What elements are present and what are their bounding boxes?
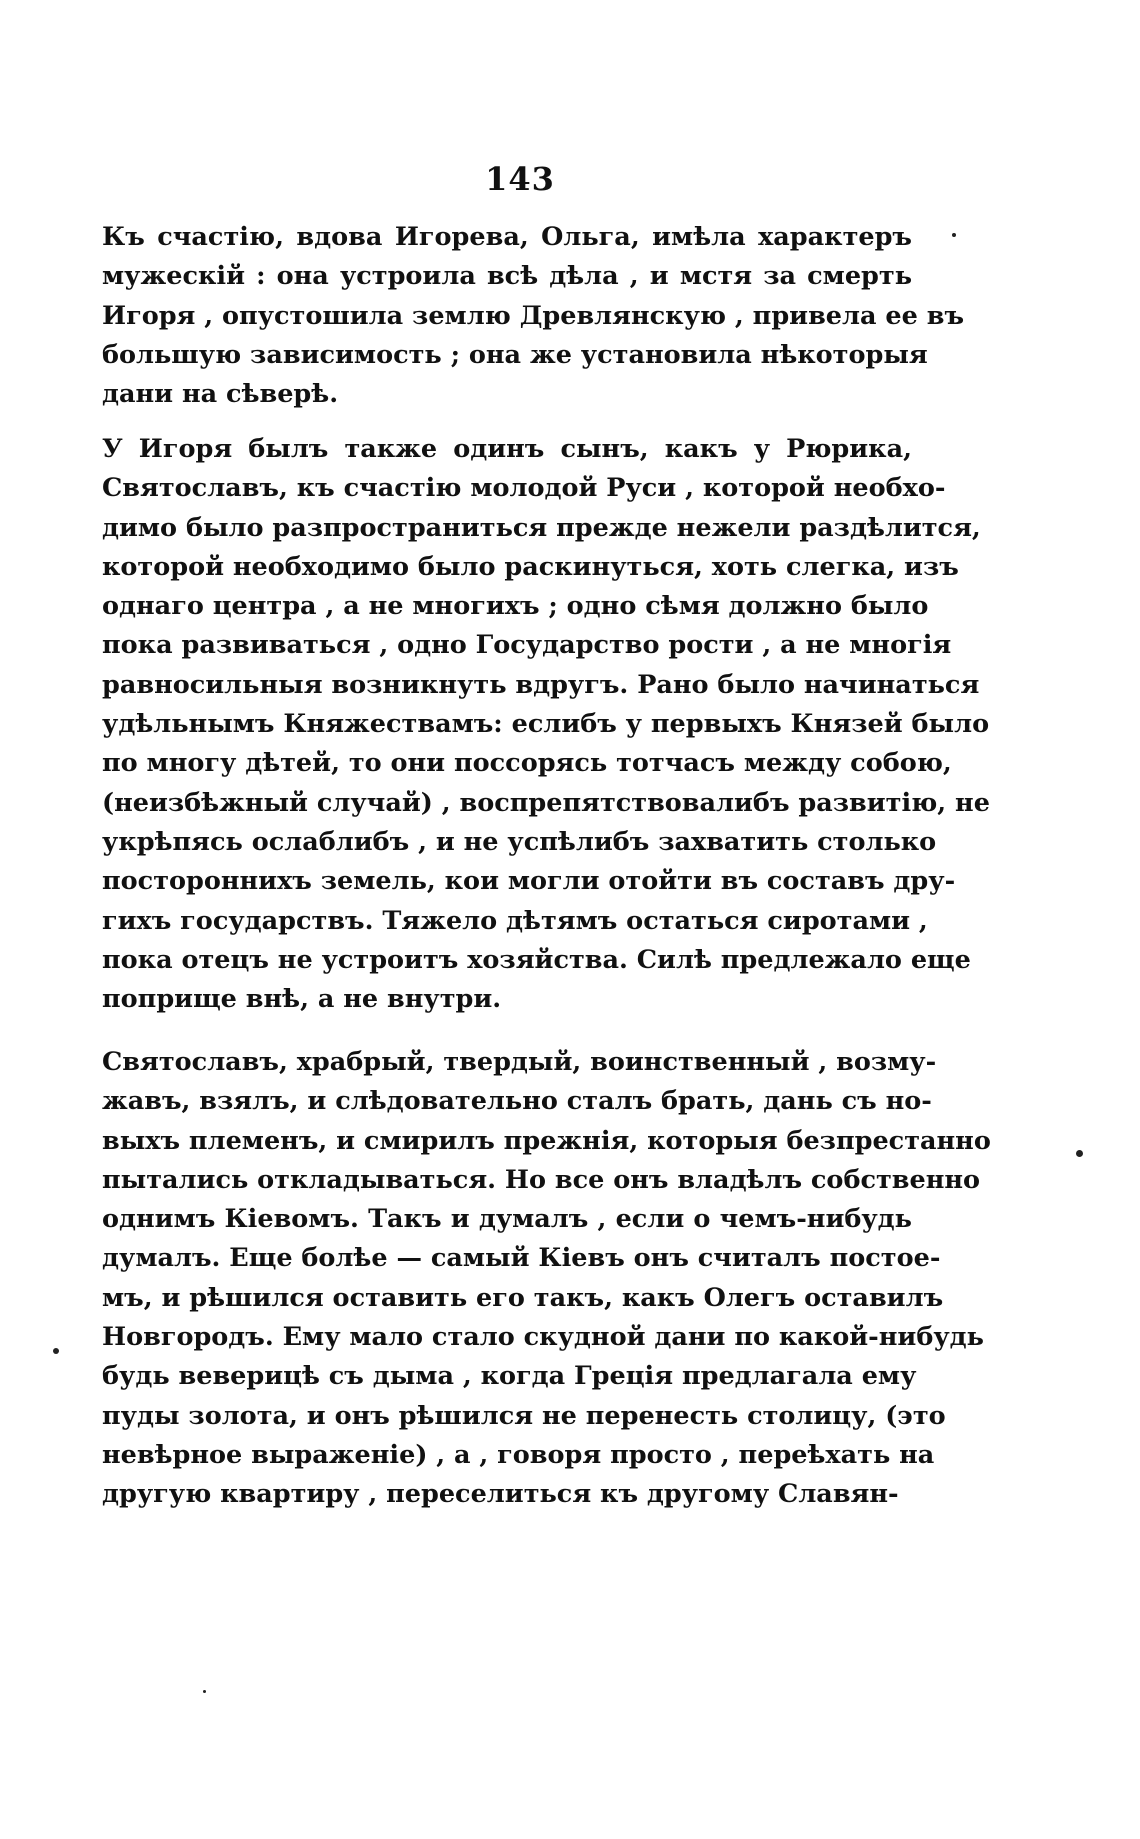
text-line: равносильныя возникнуть вдругъ. Рано было начинаться — [102, 669, 980, 700]
text-line: Святославъ, къ счастію молодой Руси , которой необхо- — [102, 473, 946, 504]
text-line: пытались откладываться. Но все онъ владѣлъ собственно — [102, 1164, 981, 1195]
text-line: Святославъ, храбрый, твердый, воинственный , возму- — [102, 1047, 937, 1077]
scan-speck — [53, 1348, 59, 1354]
text-line: жавъ, взялъ, и слѣдовательно сталъ брать, дань съ но- — [102, 1086, 932, 1117]
text-line: думалъ. Еще болѣе — самый Кіевъ онъ считалъ постое- — [102, 1243, 941, 1274]
scan-speck — [1076, 1150, 1083, 1157]
scan-speck — [952, 233, 956, 237]
text-line: Къ счастію, вдова Игорева, Ольга, имѣла характеръ — [102, 222, 912, 252]
text-line: димо было разпространиться прежде нежели раздѣлится, — [102, 512, 981, 543]
paragraph-2 — [102, 430, 990, 1019]
text-line: пока развиваться , одно Государство рости , а не многія — [102, 630, 952, 661]
text-line: которой необходимо было раскинуться, хоть слегка, изъ — [102, 551, 959, 582]
text-line: большую зависимость ; она же установила нѣкоторыя — [102, 339, 928, 370]
scan-speck — [203, 1690, 206, 1693]
text-line: дани на сѣверѣ. — [102, 379, 339, 410]
page-number: 143 — [485, 160, 555, 198]
text-line: Игоря , опустошила землю Древлянскую , привела ее въ — [102, 300, 965, 331]
text-line: Новгородъ. Ему мало стало скудной дани по какой-нибудь — [102, 1322, 984, 1353]
text-line: пуды золота, и онъ рѣшился не перенесть столицу, (это — [102, 1400, 946, 1431]
paragraph-3 — [102, 1043, 991, 1515]
text-line: постороннихъ земель, кои могли отойти въ составъ дру- — [102, 866, 956, 897]
text-line: однаго центра , а не многихъ ; одно сѣмя должно было — [102, 591, 929, 622]
text-line: удѣльнымъ Княжествамъ: еслибъ у первыхъ Князей было — [102, 709, 990, 740]
text-line: невѣрное выраженіе) , а , говоря просто , переѣхать на — [102, 1439, 935, 1470]
text-line: будь веверицѣ съ дыма , когда Греція предлагала ему — [102, 1361, 917, 1392]
text-line: мужескій : она устроила всѣ дѣла , и мстя за смерть — [102, 261, 912, 292]
text-line: (неизбѣжный случай) , воспрепятствовалибъ развитію, не — [102, 787, 990, 818]
text-line: укрѣпясь ослаблибъ , и не успѣлибъ захватить столько — [102, 826, 937, 857]
text-line: мъ, и рѣшился оставить его такъ, какъ Олегъ оставилъ — [102, 1282, 944, 1313]
text-line: У Игоря былъ также одинъ сынъ, какъ у Рюрика, — [102, 434, 912, 464]
text-line: выхъ племенъ, и смирилъ прежнія, которыя безпрестанно — [102, 1125, 991, 1156]
text-line: гихъ государствъ. Тяжело дѣтямъ остаться сиротами , — [102, 905, 928, 936]
text-line: другую квартиру , переселиться къ другому Славян- — [102, 1479, 899, 1510]
text-line: однимъ Кіевомъ. Такъ и думалъ , если о чемъ-нибудь — [102, 1204, 912, 1235]
text-line: по многу дѣтей, то они поссорясь тотчасъ между собою, — [102, 748, 952, 779]
paragraph-1 — [102, 218, 965, 414]
text-line: поприще внѣ, а не внутри. — [102, 984, 502, 1015]
text-line: пока отецъ не устроитъ хозяйства. Силѣ предлежало еще — [102, 944, 971, 975]
